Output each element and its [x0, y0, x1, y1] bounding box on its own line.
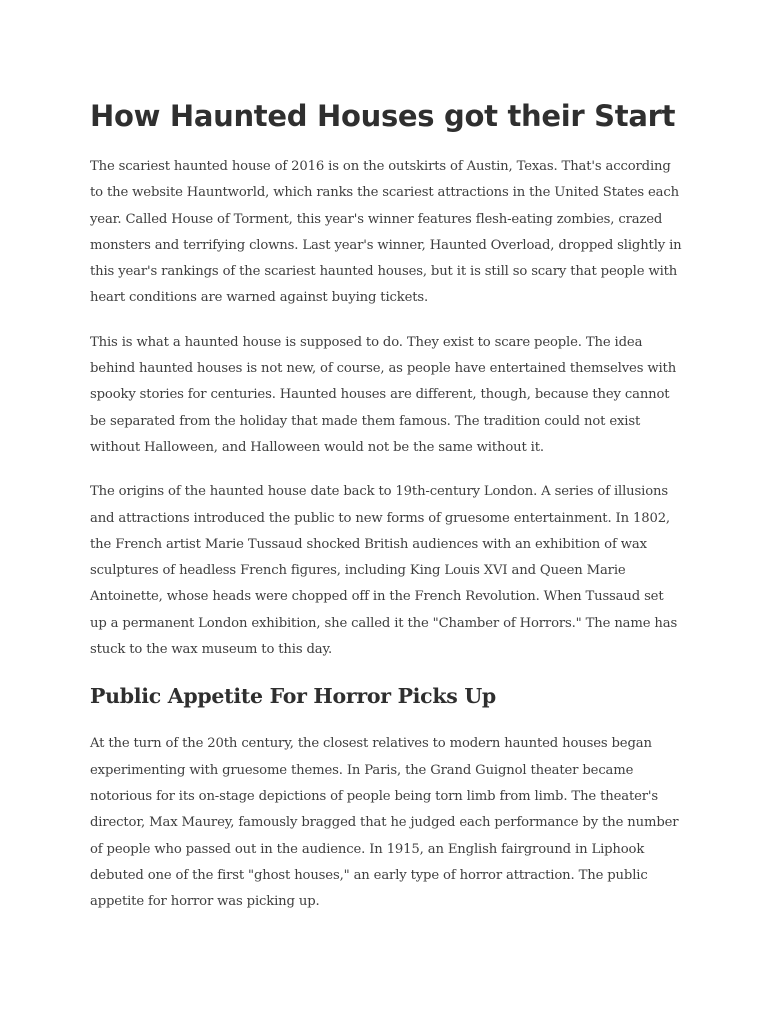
paragraph-purpose: This is what a haunted house is supposed to do. They exist to scare people. The idea behind haunted houses is not new, of course, as people have entertained themselves with spooky stories for centuries. Haunted houses are different, though, because they cannot be separated from the holiday that made them famous. The tradition could not exist without Halloween, and Halloween would not be the same without it.	[90, 334, 677, 455]
paragraph-20th-century: At the turn of the 20th century, the closest relatives to modern haunted houses began experimenting with gruesome themes. In Paris, the Grand Guignol theater became notorious for its on-stage depictions of people being torn limb from limb. The theater's director, Max Maurey, famously bragged that he judged each performance by the number of people who passed out in the audience. In 1915, an English fairground in Liphook debuted one of the first "ghost houses," an early type of horror attraction. The public appetite for horror was picking up.	[90, 736, 679, 910]
paragraph-origins: The origins of the haunted house date back to 19th-century London. A series of illusions and attractions introduced the public to new forms of gruesome entertainment. In 1802, the French artist Marie Tussaud shocked British audiences with an exhibition of wax sculptures of headless French figures, including King Louis XVI and Queen Marie Antoinette, whose heads were chopped off in the French Revolution. When Tussaud set up a permanent London exhibition, she called it the "Chamber of Horrors." The name has stuck to the wax museum to this day.	[90, 484, 678, 658]
section-heading: Public Appetite For Horror Picks Up	[90, 684, 496, 709]
paragraph-intro: The scariest haunted house of 2016 is on the outskirts of Austin, Texas. That's according to the website Hauntworld, which ranks the scariest attractions in the United States each year. Called House of Torment, this year's winner features flesh-eating zombies, crazed monsters and terrifying clowns. Last year's winner, Haunted Overload, dropped slightly in this year's rankings of the scariest haunted houses, but it is still so scary that people with heart conditions are warned against buying tickets.	[90, 159, 682, 306]
article-title: How Haunted Houses got their Start	[90, 99, 676, 133]
article	[90, 96, 682, 933]
